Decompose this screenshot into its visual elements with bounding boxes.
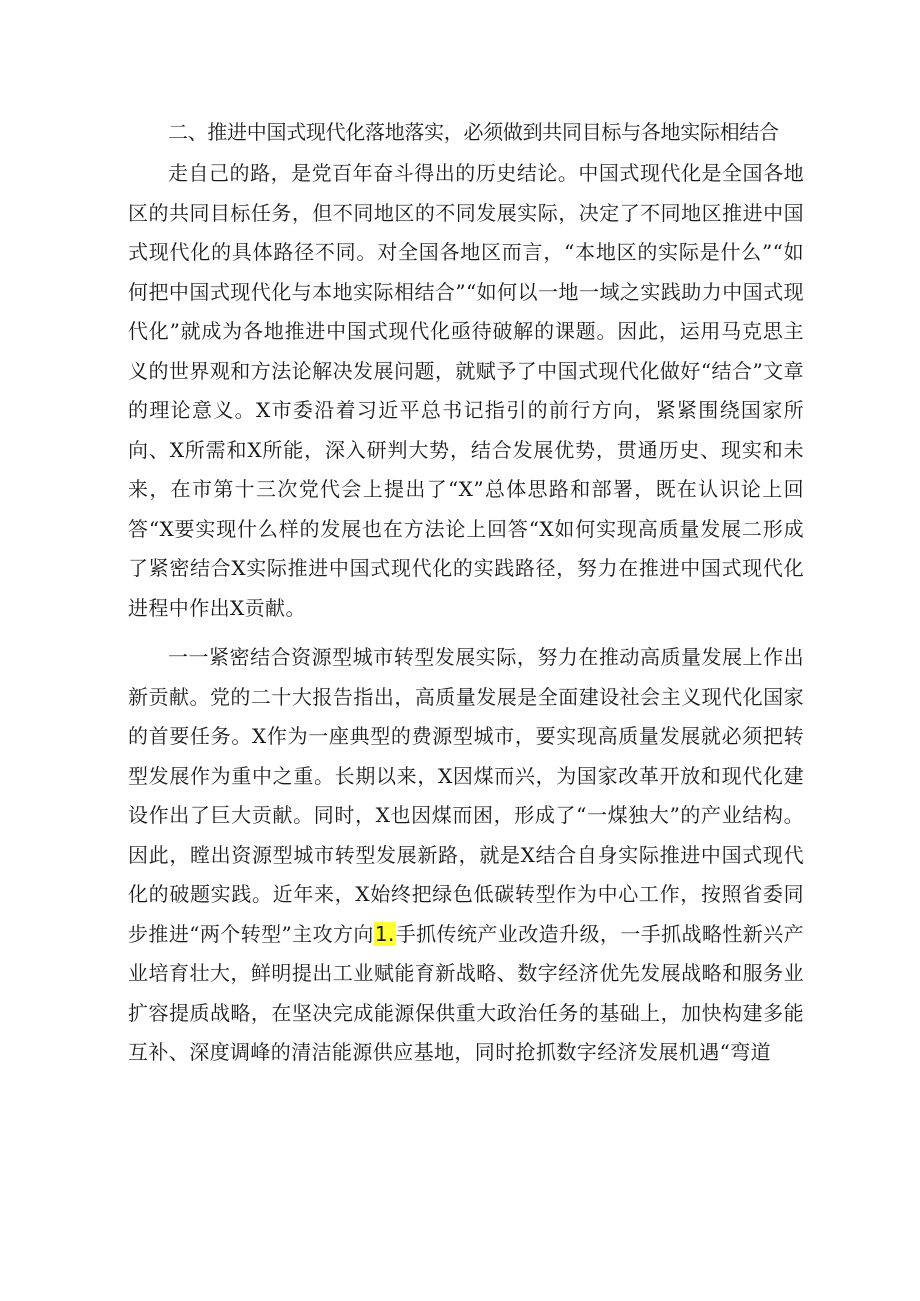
paragraph-transformation	[128, 638, 804, 1073]
paragraph-text-before-highlight: 一一紧密结合资源型城市转型发展实际，努力在推动高质量发展上作出新贡献。党的二十大报告指出，高质量发展是全面建设社会主义现代化国家的首要任务。X作为一座典型的费源型城市，要实现高质量发展就必须把转型发展作为重中之重。长期以来，X因煤而兴，为国家改革开放和现代化建设作出了巨大贡献。同时，X也因煤而困，形成了“一煤独大”的产业结构。因此，瞠出资源型城市转型发展新路，就是X结合自身实际推进中国式现代化的破题实践。近年来，X始终把绿色低碳转型作为中心工作，按照省委同步推进“两个转型”主攻方向	[128, 645, 804, 946]
section-heading: 二、推进中国式现代化落地落实，必须做到共同目标与各地实际相结合	[168, 120, 779, 144]
paragraph-intro: 走自己的路，是党百年奋斗得出的历史结论。中国式现代化是全国各地区的共同目标任务，但不同地区的不同发展实际，决定了不同地区推进中国式现代化的具体路径不同。对全国各地区而言，“本地区的实际是什么”“如何把中国式现代化与本地实际相结合”“如何以一地一域之实践助力中国式现代化”就成为各地推进中国式现代化亟待破解的课题。因此，运用马克思主义的世界观和方法论解决发展问题，就赋予了中国式现代化做好“结合”文章的理论意义。X市委沿着习近平总书记指引的前行方向，紧紧围绕国家所向、X所需和X所能，深入研判大势，结合发展优势，贯通历史、现实和未来，在市第十三次党代会上提出了“X”总体思路和部署，既在认识论上回答“X要实现什么样的发展也在方法论上回答“X如何实现高质量发展二形成了紧密结合X实际推进中国式现代化的实践路径，努力在推进中国式现代化进程中作出X贡献。	[128, 161, 804, 620]
document-body	[128, 114, 804, 1073]
highlighted-number: 1.	[374, 921, 395, 946]
paragraph-text-after-highlight: 手抓传统产业改造升级，一手抓战略性新兴产业培育壮大，鲜明提出工业赋能育新战略、数字经济优先发展战略和服务业扩容提质战略，在坚决完成能源保供重大政治任务的基础上，加快构建多能互补、深度调峰的清洁能源供应基地，同时抢抓数字经济发展机遇“弯道	[128, 921, 804, 1064]
